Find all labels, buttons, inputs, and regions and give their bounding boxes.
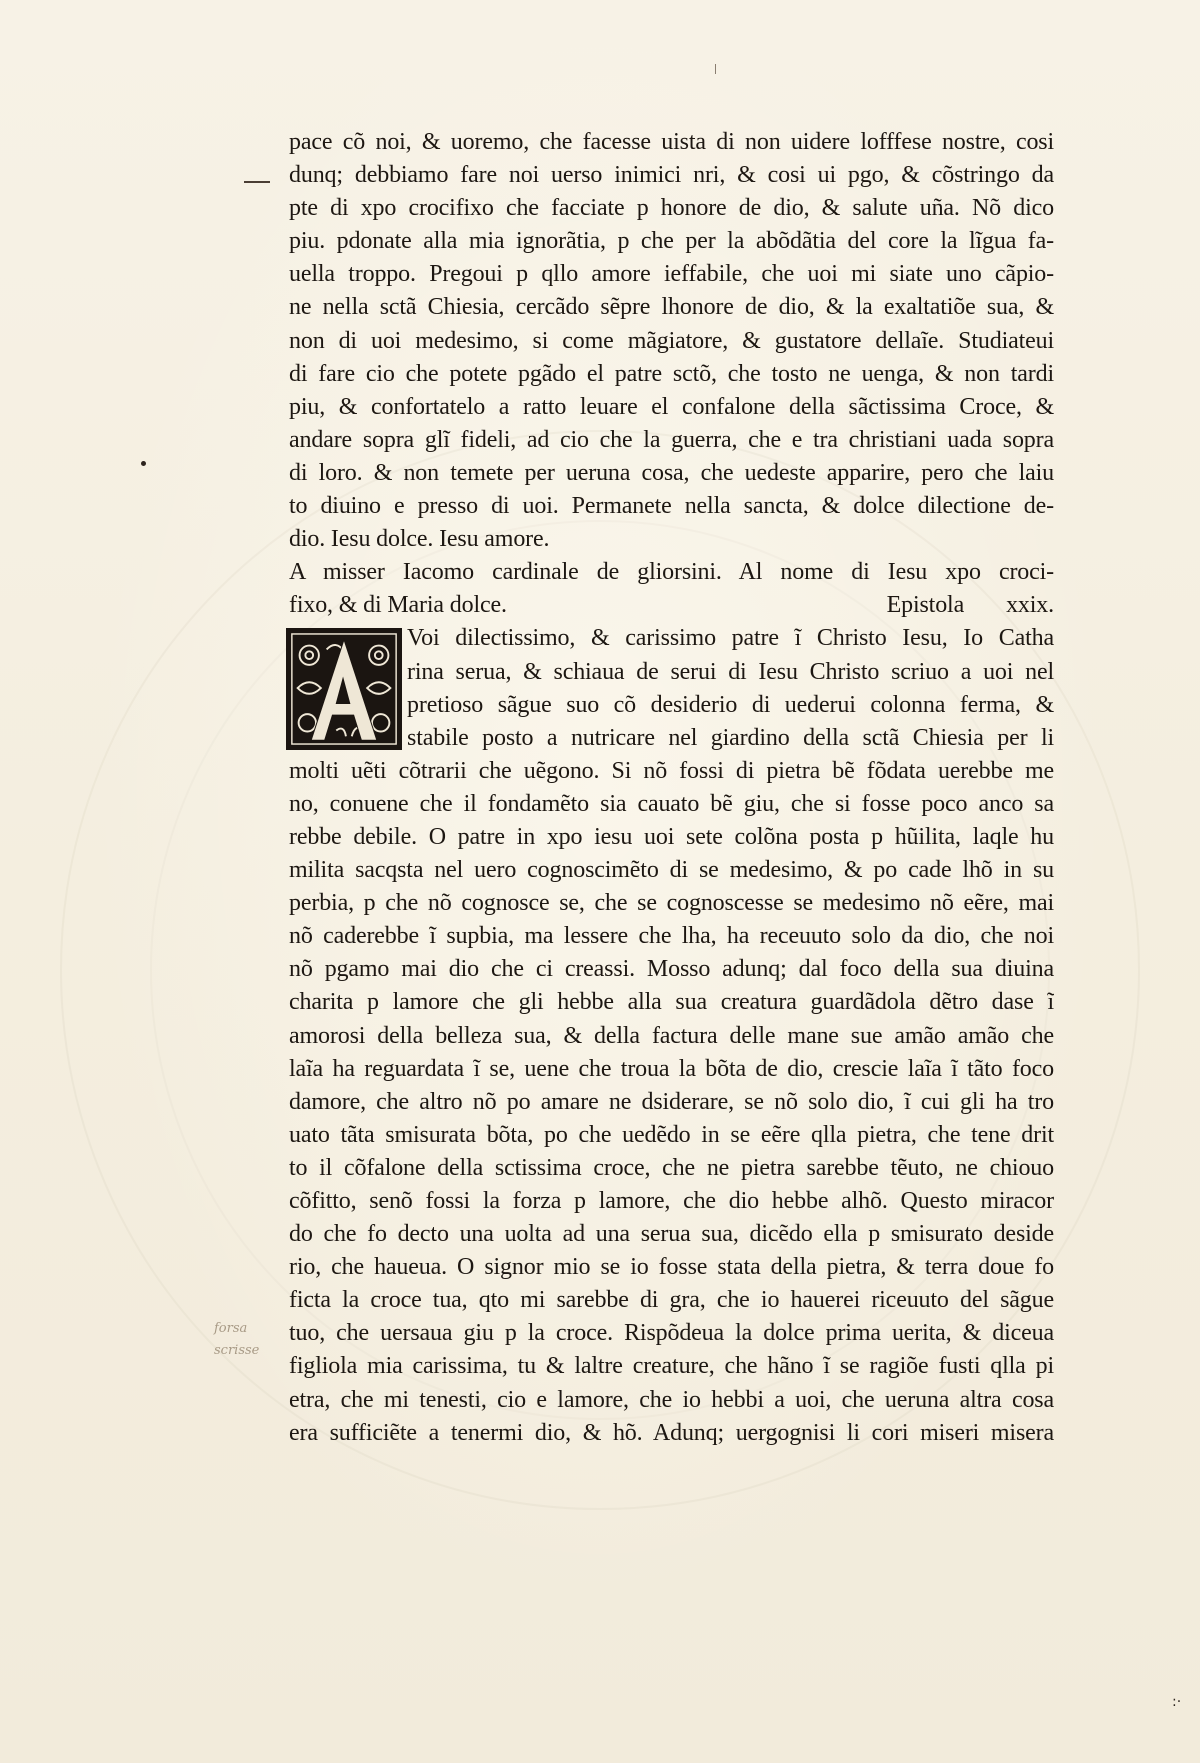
text-line: pte di xpo crocifixo che facciate p honore de dio, & salute uña. Nõ dico (289, 195, 1054, 222)
drop-cap-paragraph (289, 622, 1054, 754)
text-line: pretioso sãgue suo cõ desiderio di uederui colonna ferma, & (407, 691, 1054, 718)
page-text-block (289, 126, 1054, 1450)
text-line: nõ pgamo mai dio che ci creassi. Mosso adunq; dal foco della sua diuina (289, 956, 1054, 983)
heading-text: fixo, & di Maria dolce. (289, 592, 507, 619)
text-line: di fare cio che potete pgãdo el patre sctõ, che tosto ne uenga, & non tardi (289, 360, 1054, 387)
text-line: to diuino e presso di uoi. Permanete nella sancta, & dolce dilectione de- (289, 493, 1054, 520)
text-line: molti uẽti cõtrarii che uẽgono. Si nõ fossi di pietra bẽ fõdata uerebbe me (289, 757, 1054, 784)
text-line: piu. pdonate alla mia ignorãtia, p che per la abõdãtia del core la lĩgua fa- (289, 228, 1054, 255)
text-line: no, conuene che il fondamẽto sia cauato bẽ giu, che si fosse poco anco sa (289, 790, 1054, 817)
text-line: cõfitto, senõ fossi la forza p lamore, che dio hebbe alhõ. Questo miracor (289, 1188, 1054, 1215)
corner-dots-mark: :· (1172, 1694, 1182, 1710)
text-line: milita sacqsta nel uero cognoscimẽto di se medesimo, & po cade lhõ in su (289, 857, 1054, 884)
text-line: dunq; debbiamo fare noi uerso inimici nri, & cosi ui pgo, & cõstringo da (289, 162, 1054, 189)
text-line: Voi dilectissimo, & carissimo patre ĩ Christo Iesu, Io Catha (407, 625, 1054, 652)
decorated-initial-a (286, 628, 402, 750)
text-line: rina serua, & schiaua de serui di Iesu Christo scriuo a uoi nel (407, 658, 1054, 685)
text-line: rebbe debile. O patre in xpo iesu uoi sete colõna posta p hũilita, laqle hu (289, 823, 1054, 850)
margin-dash-mark (244, 181, 270, 183)
text-line: non di uoi medesimo, si come mãgiatore, & gustatore dellaĩe. Studiateui (289, 327, 1054, 354)
text-line: do che fo decto una uolta ad una serua sua, dicẽdo ella p smisurato deside (289, 1221, 1054, 1248)
text-line: laĩa ha reguardata ĩ se, uene che troua la bõta de dio, crescie laĩa ĩ tãto foco (289, 1055, 1054, 1082)
epistola-label-group (887, 589, 1054, 622)
text-line: di loro. & non temete per ueruna cosa, che uedeste apparire, pero che laiu (289, 459, 1054, 486)
margin-tick-mark (715, 64, 716, 74)
text-line: damore, che altro nõ po amare ne dsiderare, se nõ solo dio, ĩ cui gli ha tro (289, 1088, 1054, 1115)
text-line: rio, che haueua. O signor mio se io fosse stata della pietra, & terra doue fo (289, 1254, 1054, 1281)
epistola-number: xxix. (1006, 592, 1054, 619)
text-line: ficta la croce tua, qto mi sarebbe di gra, che io hauerei riceuuto del sãgue (289, 1287, 1054, 1314)
text-line: perbia, p che nõ cognosce se, che se cognoscesse se medesimo nõ eẽre, mai (289, 890, 1054, 917)
text-section-part2 (289, 755, 1054, 1450)
epistola-label: Epistola (886, 592, 965, 619)
text-line: uato tãta smisurata bõta, po che uedẽdo in se eẽre qlla pietra, che tene drit (289, 1121, 1054, 1148)
text-line: to il cõfalone della sctissima croce, che ne pietra sarebbe tẽuto, ne chiouo (289, 1154, 1054, 1181)
text-line: tuo, che uersaua giu p la croce. Rispõdeua la dolce prima uerita, & diceua (289, 1320, 1054, 1347)
text-line: piu, & confortatelo a ratto leuare el confalone della sãctissima Croce, & (289, 393, 1054, 420)
text-section-part1 (289, 126, 1054, 556)
margin-dot-mark (141, 461, 146, 466)
decorated-initial-svg (288, 630, 400, 748)
text-line: figliola mia carissima, tu & laltre creature, che hãno ĩ se ragiõe fusti qlla pi (289, 1353, 1054, 1380)
text-line: etra, che mi tenesti, cio e lamore, che io hebbi a uoi, che ueruna altra cosa (289, 1386, 1054, 1413)
text-line: stabile posto a nutricare nel giardino della sctã Chiesia per li (407, 724, 1054, 751)
text-section-initial (407, 622, 1054, 754)
text-line: nõ caderebbe ĩ supbia, ma lessere che lha, ha receuuto solo da dio, che noi (289, 923, 1054, 950)
handnote-line: scrisse (214, 1343, 260, 1358)
text-line: andare sopra glĩ fideli, ad cio che la guerra, che e tra christiani uada sopra (289, 426, 1054, 453)
text-line: era sufficiẽte a tenermi dio, & hõ. Adunq; uergognisi li cori miseri misera (289, 1419, 1054, 1446)
text-line: dio. Iesu dolce. Iesu amore. (289, 526, 550, 553)
text-line: pace cõ noi, & uoremo, che facesse uista di non uidere lofffese nostre, cosi (289, 129, 1054, 155)
text-line: uella troppo. Pregoui p qllo amore ieffabile, che uoi mi siate uno cãpio- (289, 261, 1054, 288)
text-line: charita p lamore che gli hebbe alla sua creatura guardãdola dẽtro dase ĩ (289, 989, 1054, 1016)
handwritten-margin-note (214, 1318, 259, 1362)
heading-line-epistola (289, 589, 1054, 622)
handnote-line: forsa (214, 1321, 248, 1336)
text-line: amorosi della belleza sua, & della factura delle mane sue amão amão che (289, 1022, 1054, 1049)
heading-line: A misser Iacomo cardinale de gliorsini. Al nome di Iesu xpo croci- (289, 559, 1054, 586)
text-line: ne nella sctã Chiesia, cercãdo sẽpre lhonore de dio, & la exaltatiõe sua, & (289, 294, 1054, 321)
